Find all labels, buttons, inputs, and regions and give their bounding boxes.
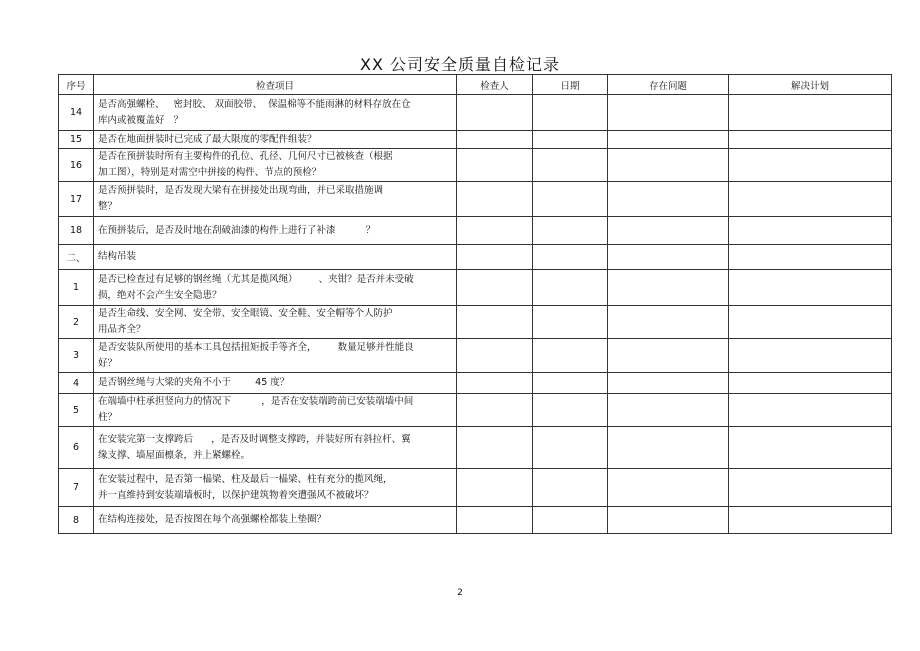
plan-cell (729, 394, 892, 427)
check-item: 是否安装队所使用的基本工具包括扭矩扳手等齐全， 数量足够并性能良 好？ (94, 339, 457, 373)
table-row (59, 182, 892, 217)
issues-cell (608, 427, 729, 469)
row-number: 4 (59, 373, 94, 394)
date-cell (533, 131, 608, 149)
plan-cell (729, 217, 892, 245)
table-row (59, 131, 892, 149)
check-item: 结构吊装 (94, 245, 457, 270)
check-item: 在安装完第一支撑跨后 ，是否及时调整支撑跨，并装好所有斜拉杆、翼 缘支撑、墙屋面檩条，并上紧螺栓。 (94, 427, 457, 469)
date-cell (533, 427, 608, 469)
table-row (59, 339, 892, 373)
plan-cell (729, 270, 892, 306)
plan-cell (729, 373, 892, 394)
check-item: 在预拼装后，是否及时地在刮破油漆的构件上进行了补漆 ？ (94, 217, 457, 245)
plan-cell (729, 507, 892, 534)
issues-cell (608, 95, 729, 131)
table-row (59, 427, 892, 469)
plan-cell (729, 95, 892, 131)
col-header-inspector: 检查人 (457, 75, 533, 95)
inspector-cell (457, 427, 533, 469)
plan-cell (729, 182, 892, 217)
date-cell (533, 339, 608, 373)
col-header-date: 日期 (533, 75, 608, 95)
inspector-cell (457, 270, 533, 306)
issues-cell (608, 306, 729, 339)
check-item: 是否在地面拼装时已完成了最大限度的零配件组装？ (94, 131, 457, 149)
inspector-cell (457, 182, 533, 217)
row-number: 5 (59, 394, 94, 427)
table-row (59, 245, 892, 270)
inspector-cell (457, 245, 533, 270)
row-number: 17 (59, 182, 94, 217)
table-row (59, 373, 892, 394)
inspector-cell (457, 95, 533, 131)
inspector-cell (457, 373, 533, 394)
row-number: 14 (59, 95, 94, 131)
row-number: 8 (59, 507, 94, 534)
issues-cell (608, 131, 729, 149)
inspector-cell (457, 469, 533, 507)
check-item: 是否已检查过有足够的钢丝绳（尤其是揽风绳） 、夹钳？是否并未受破 损，绝对不会产生安全隐患？ (94, 270, 457, 306)
check-item: 是否在预拼装时所有主要构件的孔位、孔径、几何尺寸已被核查（根据 加工图），特别是对需空中拼接的构件、节点的预检？ (94, 149, 457, 182)
inspector-cell (457, 306, 533, 339)
issues-cell (608, 469, 729, 507)
inspector-cell (457, 149, 533, 182)
date-cell (533, 95, 608, 131)
issues-cell (608, 394, 729, 427)
table-row (59, 507, 892, 534)
row-number: 2 (59, 306, 94, 339)
plan-cell (729, 469, 892, 507)
check-item: 是否钢丝绳与大梁的夹角不小于 45 度？ (94, 373, 457, 394)
issues-cell (608, 373, 729, 394)
issues-cell (608, 507, 729, 534)
check-item: 在安装过程中，是否第一榀梁、柱及最后一榀梁、柱有充分的揽风绳， 并一直维持到安装端墙板时，以保护建筑物着突遭强风不被破坏？ (94, 469, 457, 507)
plan-cell (729, 245, 892, 270)
issues-cell (608, 339, 729, 373)
inspector-cell (457, 507, 533, 534)
inspector-cell (457, 217, 533, 245)
date-cell (533, 469, 608, 507)
col-header-issues: 存在问题 (608, 75, 729, 95)
inspector-cell (457, 339, 533, 373)
page-title: XX 公司安全质量自检记录 (359, 55, 560, 74)
check-item: 是否高强螺栓、 密封胶、 双面胶带、 保温棉等不能雨淋的材料存放在仓 库内或被覆盖好 ？ (94, 95, 457, 131)
issues-cell (608, 245, 729, 270)
date-cell (533, 306, 608, 339)
row-number: 16 (59, 149, 94, 182)
date-cell (533, 217, 608, 245)
date-cell (533, 182, 608, 217)
col-header-plan: 解决计划 (729, 75, 892, 95)
check-item: 在端墙中柱承担竖向力的情况下 ，是否在安装端跨前已安装端墙中间 柱？ (94, 394, 457, 427)
inspector-cell (457, 131, 533, 149)
date-cell (533, 394, 608, 427)
plan-cell (729, 427, 892, 469)
table-row (59, 217, 892, 245)
table-row (59, 469, 892, 507)
date-cell (533, 270, 608, 306)
col-header-no: 序号 (59, 75, 94, 95)
date-cell (533, 373, 608, 394)
plan-cell (729, 149, 892, 182)
plan-cell (729, 306, 892, 339)
table-row (59, 149, 892, 182)
inspector-cell (457, 394, 533, 427)
inspection-table (58, 74, 892, 534)
col-header-item: 检查项目 (94, 75, 457, 95)
check-item: 在结构连接处，是否按图在每个高强螺栓都装上垫圈？ (94, 507, 457, 534)
table-row (59, 270, 892, 306)
issues-cell (608, 182, 729, 217)
row-number: 6 (59, 427, 94, 469)
table-body (59, 95, 892, 534)
table-row (59, 306, 892, 339)
header-row (59, 75, 892, 95)
date-cell (533, 507, 608, 534)
check-item: 是否生命线、安全网、安全带、安全眼镜、安全鞋、安全帽等个人防护 用品齐全？ (94, 306, 457, 339)
row-number: 3 (59, 339, 94, 373)
table-row (59, 95, 892, 131)
issues-cell (608, 217, 729, 245)
page-number: 2 (457, 588, 463, 598)
row-number: 15 (59, 131, 94, 149)
issues-cell (608, 270, 729, 306)
plan-cell (729, 131, 892, 149)
issues-cell (608, 149, 729, 182)
row-number: 18 (59, 217, 94, 245)
plan-cell (729, 339, 892, 373)
date-cell (533, 245, 608, 270)
row-number: 二、 (59, 245, 94, 270)
table-row (59, 394, 892, 427)
check-item: 是否预拼装时，是否发现大梁有在拼接处出现弯曲，并已采取措施调 整？ (94, 182, 457, 217)
row-number: 1 (59, 270, 94, 306)
row-number: 7 (59, 469, 94, 507)
date-cell (533, 149, 608, 182)
